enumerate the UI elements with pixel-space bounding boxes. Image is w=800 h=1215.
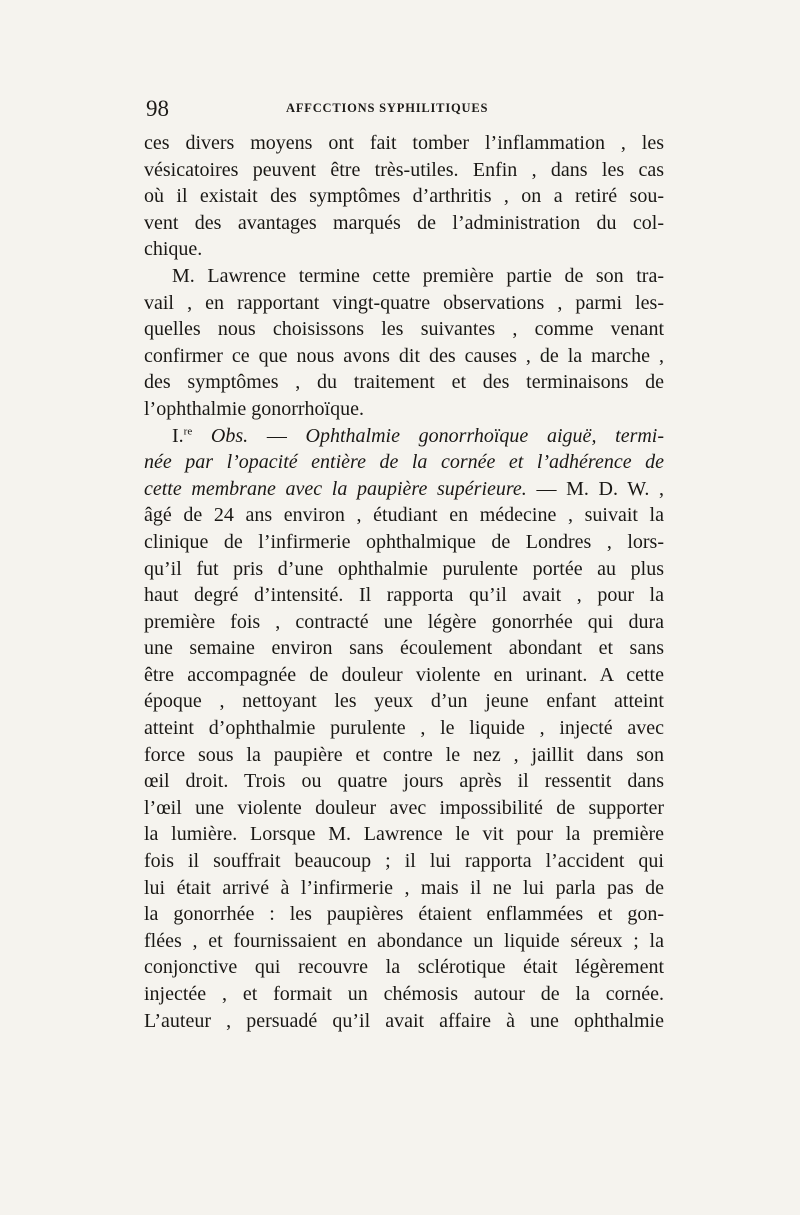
- text-line: des symptômes , du traitement et des terminaisons de: [144, 371, 664, 394]
- observation-dash: —: [248, 424, 306, 447]
- text-line: l’œil une violente douleur avec impossibilité de supporter: [144, 796, 664, 819]
- text-line: conjonctive qui recouvre la sclérotique était légèrement: [144, 956, 664, 979]
- observation-title-part3: cette membrane avec la paupière supérieure.: [144, 477, 527, 500]
- text-line: confirmer ce que nous avons dit des causes , de la marche ,: [144, 344, 664, 367]
- text-line: lui était arrivé à l’infirmerie , mais il ne lui parla pas de: [144, 876, 664, 899]
- body-text: [144, 130, 664, 1034]
- running-head: AFFCCTIONS SYPHILITIQUES: [286, 101, 489, 115]
- text-line: être accompagnée de douleur violente en urinant. A cette: [144, 663, 664, 686]
- text-line: M. Lawrence termine cette première partie de son tra-: [172, 264, 664, 287]
- observation-number: I.: [172, 424, 184, 447]
- observation-heading-line: [144, 423, 664, 450]
- text-line: vent des avantages marqués de l’administration du col-: [144, 211, 664, 234]
- text-line: l’ophthalmie gonorrhoïque.: [144, 397, 364, 420]
- text-line: œil droit. Trois ou quatre jours après il ressentit dans: [144, 770, 664, 793]
- text-line: L’auteur , persuadé qu’il avait affaire à une ophthalmie: [144, 1009, 664, 1032]
- text-line: ces divers moyens ont fait tomber l’inflammation , les: [144, 132, 664, 154]
- text-line: vésicatoires peuvent être très-utiles. Enfin , dans les cas: [144, 158, 664, 181]
- text-line: qu’il fut pris d’une ophthalmie purulente portée au plus: [144, 557, 664, 580]
- observation-title-line: [144, 476, 664, 503]
- text-line: époque , nettoyant les yeux d’un jeune enfant atteint: [144, 690, 664, 713]
- text-line: où il existait des symptômes d’arthritis , on a retiré sou-: [144, 185, 664, 208]
- text-line: la gonorrhée : les paupières étaient enflammées et gon-: [144, 903, 664, 926]
- text-line: clinique de l’infirmerie ophthalmique de Londres , lors-: [144, 530, 664, 553]
- observation-number-sup: re: [183, 424, 193, 437]
- page-number: 98: [146, 96, 169, 121]
- text-line: flées , et fournissaient en abondance un liquide séreux ; la: [144, 929, 664, 952]
- text-line: haut degré d’intensité. Il rapporta qu’il avait , pour la: [144, 584, 664, 607]
- text-line: chique.: [144, 238, 203, 261]
- observation-patient: — M. D. W. ,: [526, 477, 664, 500]
- text-line: injectée , et formait un chémosis autour de la cornée.: [144, 983, 664, 1005]
- text-line: première fois , contracté une légère gonorrhée qui dura: [144, 610, 664, 633]
- observation-label: Obs.: [210, 424, 249, 447]
- text-line: quelles nous choisissons les suivantes , comme venant: [144, 318, 664, 341]
- text-line: vail , en rapportant vingt-quatre observations , parmi les-: [144, 291, 664, 314]
- text-line: force sous la paupière et contre le nez , jaillit dans son: [144, 743, 664, 766]
- observation-title-line: née par l’opacité entière de la cornée et l’adhérence de: [144, 451, 664, 474]
- text-line: la lumière. Lorsque M. Lawrence le vit pour la première: [144, 823, 664, 846]
- text-line: âgé de 24 ans environ , étudiant en médecine , suivait la: [144, 504, 664, 527]
- observation-title-part1: Ophthalmie gonorrhoïque aiguë, termi-: [305, 424, 665, 447]
- text-line: atteint d’ophthalmie purulente , le liquide , injecté avec: [144, 717, 664, 740]
- page-header: [146, 96, 664, 122]
- text-line: fois il souffrait beaucoup ; il lui rapporta l’accident qui: [144, 850, 664, 873]
- text-line: une semaine environ sans écoulement abondant et sans: [144, 637, 664, 660]
